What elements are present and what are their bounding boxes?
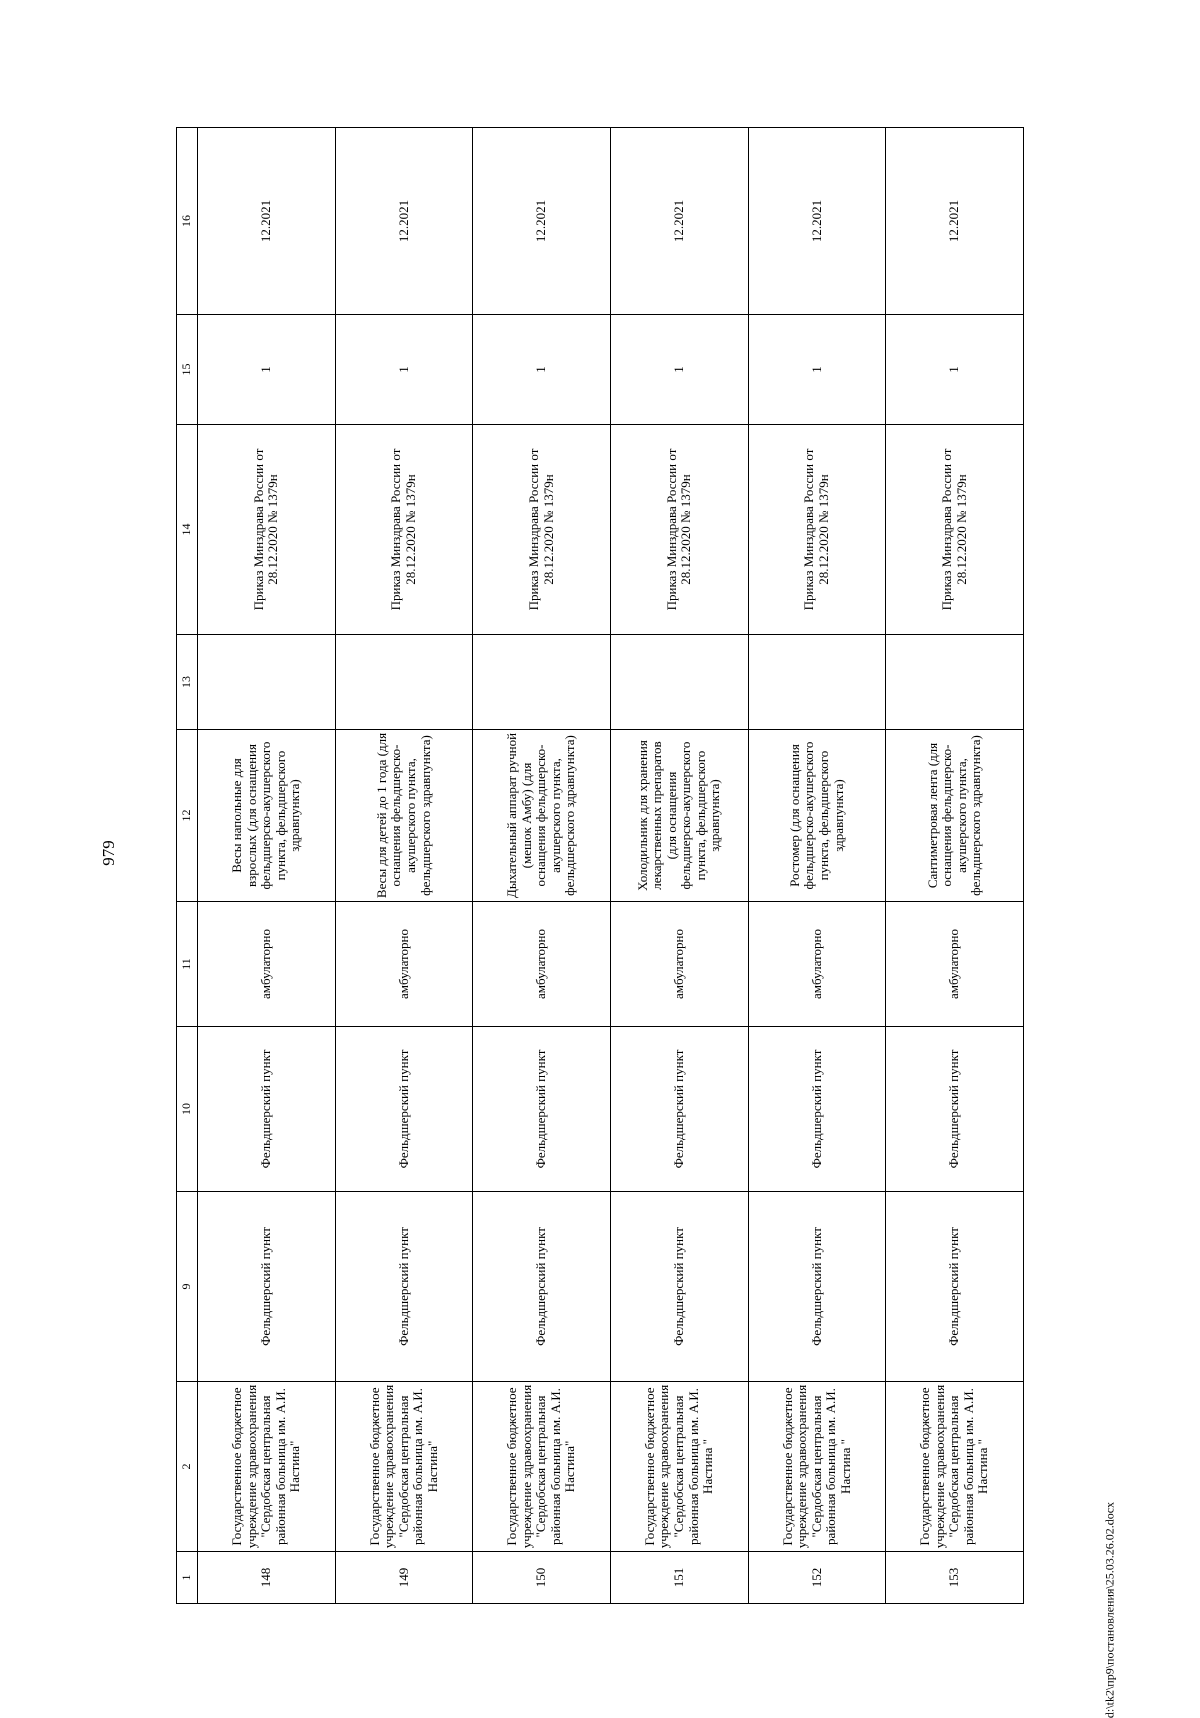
header-cell: 12 xyxy=(177,730,198,902)
date-cell: 12.2021 xyxy=(473,128,611,315)
row-number: 148 xyxy=(198,1552,336,1604)
equipment-cell: Весы напольные для взрослых (для оснащения фельдшерско-акушерского пункта, фельдшерского здравпункта) xyxy=(198,730,336,902)
quantity-cell: 1 xyxy=(335,315,473,425)
quantity-cell: 1 xyxy=(748,315,886,425)
institution-cell: Государственное бюджетное учреждение здравоохранения "Сердобская центральная районная больница им. А.И. Настина " xyxy=(886,1382,1024,1552)
col13-cell xyxy=(886,635,1024,730)
col13-cell xyxy=(473,635,611,730)
table-row xyxy=(886,128,1024,1604)
row-number: 150 xyxy=(473,1552,611,1604)
header-cell: 9 xyxy=(177,1192,198,1382)
order-cell: Приказ Минздрава России от 28.12.2020 № 1379н xyxy=(610,425,748,635)
order-cell: Приказ Минздрава России от 28.12.2020 № 1379н xyxy=(335,425,473,635)
header-row xyxy=(177,128,198,1604)
quantity-cell: 1 xyxy=(473,315,611,425)
col11-cell: амбулаторно xyxy=(748,902,886,1027)
col11-cell: амбулаторно xyxy=(335,902,473,1027)
footer-file-path: d:\tk2\пр9\постановления\25.03.26.02.docx xyxy=(1102,1501,1117,1718)
order-cell: Приказ Минздрава России от 28.12.2020 № 1379н xyxy=(886,425,1024,635)
equipment-cell: Дыхательный аппарат ручной (мешок Амбу) (для оснащения фельдшерско-акушерского пункта, фельдшерского здравпункта) xyxy=(473,730,611,902)
table-row xyxy=(198,128,336,1604)
equipment-cell: Холодильник для хранения лекарственных препаратов (для оснащения фельдшерско-акушерского пункта, фельдшерского здравпункта) xyxy=(610,730,748,902)
header-cell: 16 xyxy=(177,128,198,315)
date-cell: 12.2021 xyxy=(610,128,748,315)
col9-cell: Фельдшерский пункт xyxy=(748,1192,886,1382)
order-cell: Приказ Минздрава России от 28.12.2020 № 1379н xyxy=(198,425,336,635)
col13-cell xyxy=(198,635,336,730)
col13-cell xyxy=(610,635,748,730)
col13-cell xyxy=(335,635,473,730)
col9-cell: Фельдшерский пункт xyxy=(198,1192,336,1382)
table-row xyxy=(748,128,886,1604)
col13-cell xyxy=(748,635,886,730)
col11-cell: амбулаторно xyxy=(886,902,1024,1027)
row-number: 149 xyxy=(335,1552,473,1604)
date-cell: 12.2021 xyxy=(198,128,336,315)
header-cell: 15 xyxy=(177,315,198,425)
order-cell: Приказ Минздрава России от 28.12.2020 № 1379н xyxy=(748,425,886,635)
col9-cell: Фельдшерский пункт xyxy=(886,1192,1024,1382)
table-row xyxy=(610,128,748,1604)
col11-cell: амбулаторно xyxy=(198,902,336,1027)
row-number: 151 xyxy=(610,1552,748,1604)
equipment-table xyxy=(176,127,1024,1604)
institution-cell: Государственное бюджетное учреждение здравоохранения "Сердобская центральная районная больница им. А.И. Настина" xyxy=(335,1382,473,1552)
row-number: 152 xyxy=(748,1552,886,1604)
col11-cell: амбулаторно xyxy=(473,902,611,1027)
page-number: 979 xyxy=(99,840,118,866)
table-row xyxy=(335,128,473,1604)
date-cell: 12.2021 xyxy=(748,128,886,315)
col11-cell: амбулаторно xyxy=(610,902,748,1027)
col10-cell: Фельдшерский пункт xyxy=(335,1027,473,1192)
equipment-cell: Сантиметровая лента (для оснащения фельдшерско-акушерского пункта, фельдшерского здравпункта) xyxy=(886,730,1024,902)
institution-cell: Государственное бюджетное учреждение здравоохранения "Сердобская центральная районная больница им. А.И. Настина " xyxy=(610,1382,748,1552)
institution-cell: Государственное бюджетное учреждение здравоохранения "Сердобская центральная районная больница им. А.И. Настина " xyxy=(748,1382,886,1552)
row-number: 153 xyxy=(886,1552,1024,1604)
date-cell: 12.2021 xyxy=(335,128,473,315)
header-cell: 1 xyxy=(177,1552,198,1604)
col10-cell: Фельдшерский пункт xyxy=(473,1027,611,1192)
equipment-table-container xyxy=(176,128,1024,1604)
header-cell: 13 xyxy=(177,635,198,730)
col9-cell: Фельдшерский пункт xyxy=(473,1192,611,1382)
quantity-cell: 1 xyxy=(886,315,1024,425)
institution-cell: Государственное бюджетное учреждение здравоохранения "Сердобская центральная районная больница им. А.И. Настина" xyxy=(473,1382,611,1552)
header-cell: 2 xyxy=(177,1382,198,1552)
col10-cell: Фельдшерский пункт xyxy=(610,1027,748,1192)
col10-cell: Фельдшерский пункт xyxy=(886,1027,1024,1192)
col9-cell: Фельдшерский пункт xyxy=(335,1192,473,1382)
col9-cell: Фельдшерский пункт xyxy=(610,1192,748,1382)
equipment-cell: Ростомер (для оснащения фельдшерско-акушерского пункта, фельдшерского здравпункта) xyxy=(748,730,886,902)
quantity-cell: 1 xyxy=(198,315,336,425)
col10-cell: Фельдшерский пункт xyxy=(748,1027,886,1192)
date-cell: 12.2021 xyxy=(886,128,1024,315)
institution-cell: Государственное бюджетное учреждение здравоохранения "Сердобская центральная районная больница им. А.И. Настина" xyxy=(198,1382,336,1552)
col10-cell: Фельдшерский пункт xyxy=(198,1027,336,1192)
header-cell: 14 xyxy=(177,425,198,635)
quantity-cell: 1 xyxy=(610,315,748,425)
equipment-cell: Весы для детей до 1 года (для оснащения фельдшерско-акушерского пункта, фельдшерского здравпункта) xyxy=(335,730,473,902)
header-cell: 11 xyxy=(177,902,198,1027)
table-row xyxy=(473,128,611,1604)
header-cell: 10 xyxy=(177,1027,198,1192)
order-cell: Приказ Минздрава России от 28.12.2020 № 1379н xyxy=(473,425,611,635)
